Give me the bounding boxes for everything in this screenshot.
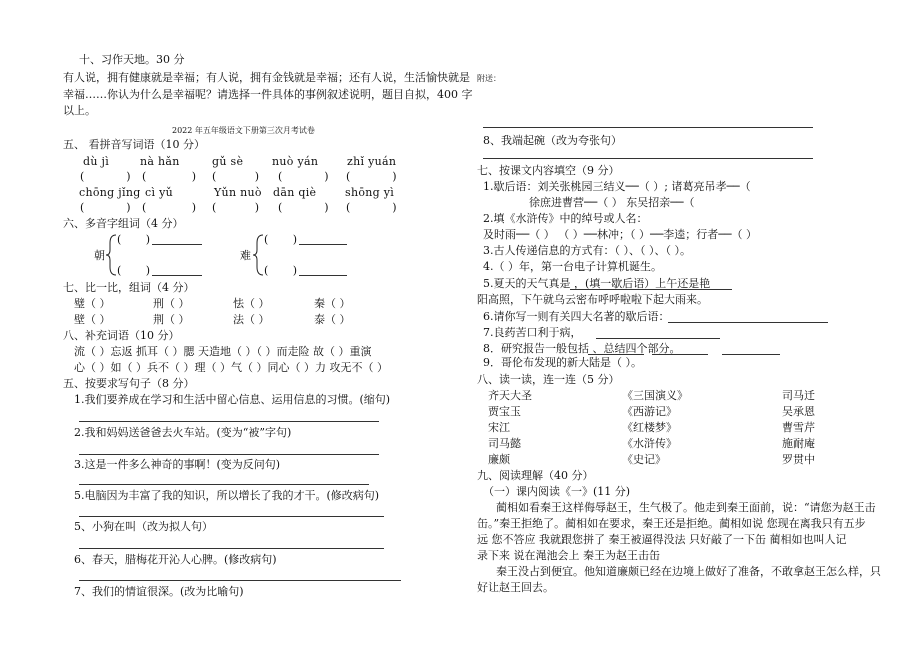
reading-passage-line: 缶。”秦王拒绝了。蔺相如在要求，秦王还是拒绝。蔺相如说 您现在离我只有五步 <box>477 517 866 530</box>
essay-prompt-line: 有人说，拥有健康就是幸福；有人说，拥有金钱就是幸福；还有人说，生活愉快就是 <box>63 71 470 84</box>
answer-line <box>483 127 813 128</box>
pinyin-item: gǔ sè <box>212 155 244 168</box>
sentence-question: 3.这是一件多么神奇的事啊！(变为反问句) <box>74 458 281 471</box>
reading-passage-line: 录下来 说在渑池会上 秦王为赵王击缶 <box>477 549 660 562</box>
pinyin-item: zhǐ yuán <box>347 155 397 168</box>
reading-passage-line: 蔺相如看秦王这样侮辱赵王，生气极了。他走到秦王面前，说：“请您为赵王击 <box>496 501 876 514</box>
fill-line: 及时雨──（ ） （ ）──林冲；（ ）──李逵；行者──（ ） <box>483 228 757 241</box>
answer-parens: ( ) <box>117 264 151 277</box>
polyphone-char: 朝 <box>94 249 105 262</box>
match-book: 《三国演义》 <box>622 389 688 402</box>
compare-item: 壁（ ） <box>74 313 111 326</box>
pinyin-section-title: 五、 看拼音写词语（10 分） <box>63 138 205 151</box>
pinyin-item: Yǔn nuò <box>214 186 262 199</box>
appendix-label: 附送： <box>477 74 501 83</box>
pinyin-item: shōng yì <box>345 186 395 199</box>
pinyin-item: dān qiè <box>273 186 317 199</box>
fill-line: 2.填《水浒传》中的绰号或人名： <box>483 212 648 225</box>
answer-line <box>79 421 379 422</box>
reading-passage-line: 好让赵王回去。 <box>477 581 554 594</box>
match-author: 施耐庵 <box>782 437 815 450</box>
match-character: 贾宝玉 <box>488 405 521 418</box>
answer-parens: ( ) <box>346 201 397 214</box>
fill-line: 4.（ ）年，第一台电子计算机诞生。 <box>483 260 662 273</box>
answer-line <box>483 158 813 159</box>
compare-item: 荆（ ） <box>153 313 190 326</box>
reading-section-title: 九、阅读理解（40 分） <box>477 469 594 482</box>
sentence-question: 5.电脑因为丰富了我的知识，所以增长了我的才干。(修改病句) <box>74 489 380 502</box>
sentence-question: 1.我们要养成在学习和生活中留心信息、运用信息的习惯。(缩句) <box>74 393 391 406</box>
reading-passage-line: 远 您不答应 我就跟您拼了 秦王被逼得没法 只好敲了一下缶 蔺相如也叫人记 <box>477 533 847 546</box>
answer-parens: ( ) <box>142 201 197 214</box>
match-author: 司马迁 <box>782 389 815 402</box>
answer-parens: ( ) <box>212 201 260 214</box>
essay-section-title: 十、习作天地。30 分 <box>79 53 185 66</box>
answer-line <box>588 354 644 355</box>
answer-parens: ( ) <box>264 233 298 246</box>
sentence-question: 7、我们的情谊很深。(改为比喻句) <box>74 585 244 598</box>
compare-item: 璧（ ） <box>74 297 111 310</box>
idiom-fill-row: 心（ ）如（ ）兵不（ ）理（ ）气（ ）同心（ ）力 攻无不（ ） <box>74 361 388 374</box>
sentence-question: 5、小狗在叫（改为拟人句） <box>74 520 213 533</box>
sentence-section-title: 五、按要求写句子（8 分） <box>63 377 195 390</box>
fill-line: 1.歇后语：刘关张桃园三结义──（ ）; 诸葛亮吊孝──（ <box>483 180 751 193</box>
pinyin-item: chōng jǐng <box>79 186 141 199</box>
sentence-question: 2.我和妈妈送爸爸去火车站。(变为“被”字句) <box>74 426 292 439</box>
fill-line: 6.请你写一则有关四大名著的歇后语： <box>483 310 670 323</box>
answer-line <box>722 354 780 355</box>
compare-item: 泰（ ） <box>314 313 351 326</box>
pinyin-item: dù jì <box>83 155 110 168</box>
exam-title: 2022 年五年级语文下册第三次月考试卷 <box>172 126 315 135</box>
sentence-question: 8、我端起碗（改为夸张句） <box>483 134 622 147</box>
match-character: 廉颇 <box>488 453 510 466</box>
compare-item: 怯（ ） <box>233 297 270 310</box>
fill-section-title: 七、按课文内容填空（9 分） <box>477 164 620 177</box>
answer-line <box>299 275 347 276</box>
answer-parens: ( ) <box>212 170 260 183</box>
fill-line: 9．哥伦布发现的新大陆是（ ）。 <box>483 356 642 369</box>
answer-line <box>652 354 708 355</box>
answer-parens: ( ) <box>117 233 151 246</box>
answer-parens: ( ) <box>278 201 329 214</box>
match-character: 司马懿 <box>488 437 521 450</box>
match-book: 《西游记》 <box>622 405 677 418</box>
idiom-section-title: 八、补充词语（10 分） <box>63 329 180 342</box>
essay-prompt-line: 以上。 <box>63 104 96 117</box>
pinyin-item: nà hǎn <box>140 155 180 168</box>
fill-line: 阳高照，下午就乌云密布呼呼啦啦下起大雨来。 <box>477 293 708 306</box>
fill-line: 7.良药苦口利于病， <box>483 326 582 339</box>
match-book: 《红楼梦》 <box>622 421 677 434</box>
sentence-question: 6、春天，腊梅花开沁人心脾。(修改病句) <box>74 553 277 566</box>
answer-line <box>152 275 202 276</box>
pinyin-item: cì yǔ <box>145 186 173 199</box>
match-character: 宋江 <box>488 421 510 434</box>
match-author: 曹雪芹 <box>782 421 815 434</box>
answer-parens: ( ) <box>278 170 329 183</box>
answer-parens: ( ) <box>346 170 397 183</box>
match-book: 《史记》 <box>622 453 666 466</box>
idiom-fill-row: 流（ ）忘返 抓耳（ ）腮 天造地（ ）（ ）而走险 故（ ）重演 <box>74 345 372 358</box>
answer-line <box>668 322 828 323</box>
answer-line <box>299 244 347 245</box>
answer-line <box>596 338 720 339</box>
answer-line <box>79 484 369 485</box>
match-section-title: 八、读一读，连一连（5 分） <box>477 373 620 386</box>
answer-parens: ( ) <box>264 264 298 277</box>
answer-line <box>152 244 202 245</box>
answer-line <box>79 454 379 455</box>
answer-parens: ( ) <box>80 170 131 183</box>
answer-line <box>570 289 732 290</box>
fill-line: 5.夏天的天气真是 ，(填一歇后语）上午还是艳 <box>483 277 711 290</box>
compare-section-title: 七、比一比，组词（4 分） <box>63 281 195 294</box>
fill-line: 8．研究报告一般包括 、总结四个部分。 <box>483 342 681 355</box>
polyphone-section-title: 六、多音字组词（4 分） <box>63 217 184 230</box>
match-author: 罗贯中 <box>782 453 815 466</box>
answer-parens: ( ) <box>142 170 197 183</box>
compare-item: 秦（ ） <box>314 297 351 310</box>
match-author: 吴承恩 <box>782 405 815 418</box>
reading-subtitle: （一）课内阅读《一》(11 分) <box>483 485 631 498</box>
compare-item: 法（ ） <box>233 313 270 326</box>
answer-line <box>79 548 384 549</box>
answer-parens: ( ) <box>80 201 131 214</box>
fill-line: 3.古人传递信息的方式有：（ ）、（ ）、（ ）。 <box>483 244 691 257</box>
compare-item: 刑（ ） <box>153 297 190 310</box>
essay-prompt-line: 幸福……你认为什么是幸福呢？请选择一件具体的事例叙述说明，题目自拟，400 字 <box>63 88 473 101</box>
answer-line <box>79 580 401 581</box>
answer-line <box>79 516 384 517</box>
fill-line: 徐庶进曹营──（ ） 东吴招亲──（ <box>529 196 695 209</box>
reading-passage-line: 秦王没占到便宜。他知道廉颇已经在边境上做好了准备，不敢拿赵王怎么样，只 <box>496 565 881 578</box>
pinyin-item: nuò yán <box>272 155 319 168</box>
match-book: 《水浒传》 <box>622 437 677 450</box>
match-character: 齐天大圣 <box>488 389 532 402</box>
polyphone-char: 难 <box>240 249 251 262</box>
